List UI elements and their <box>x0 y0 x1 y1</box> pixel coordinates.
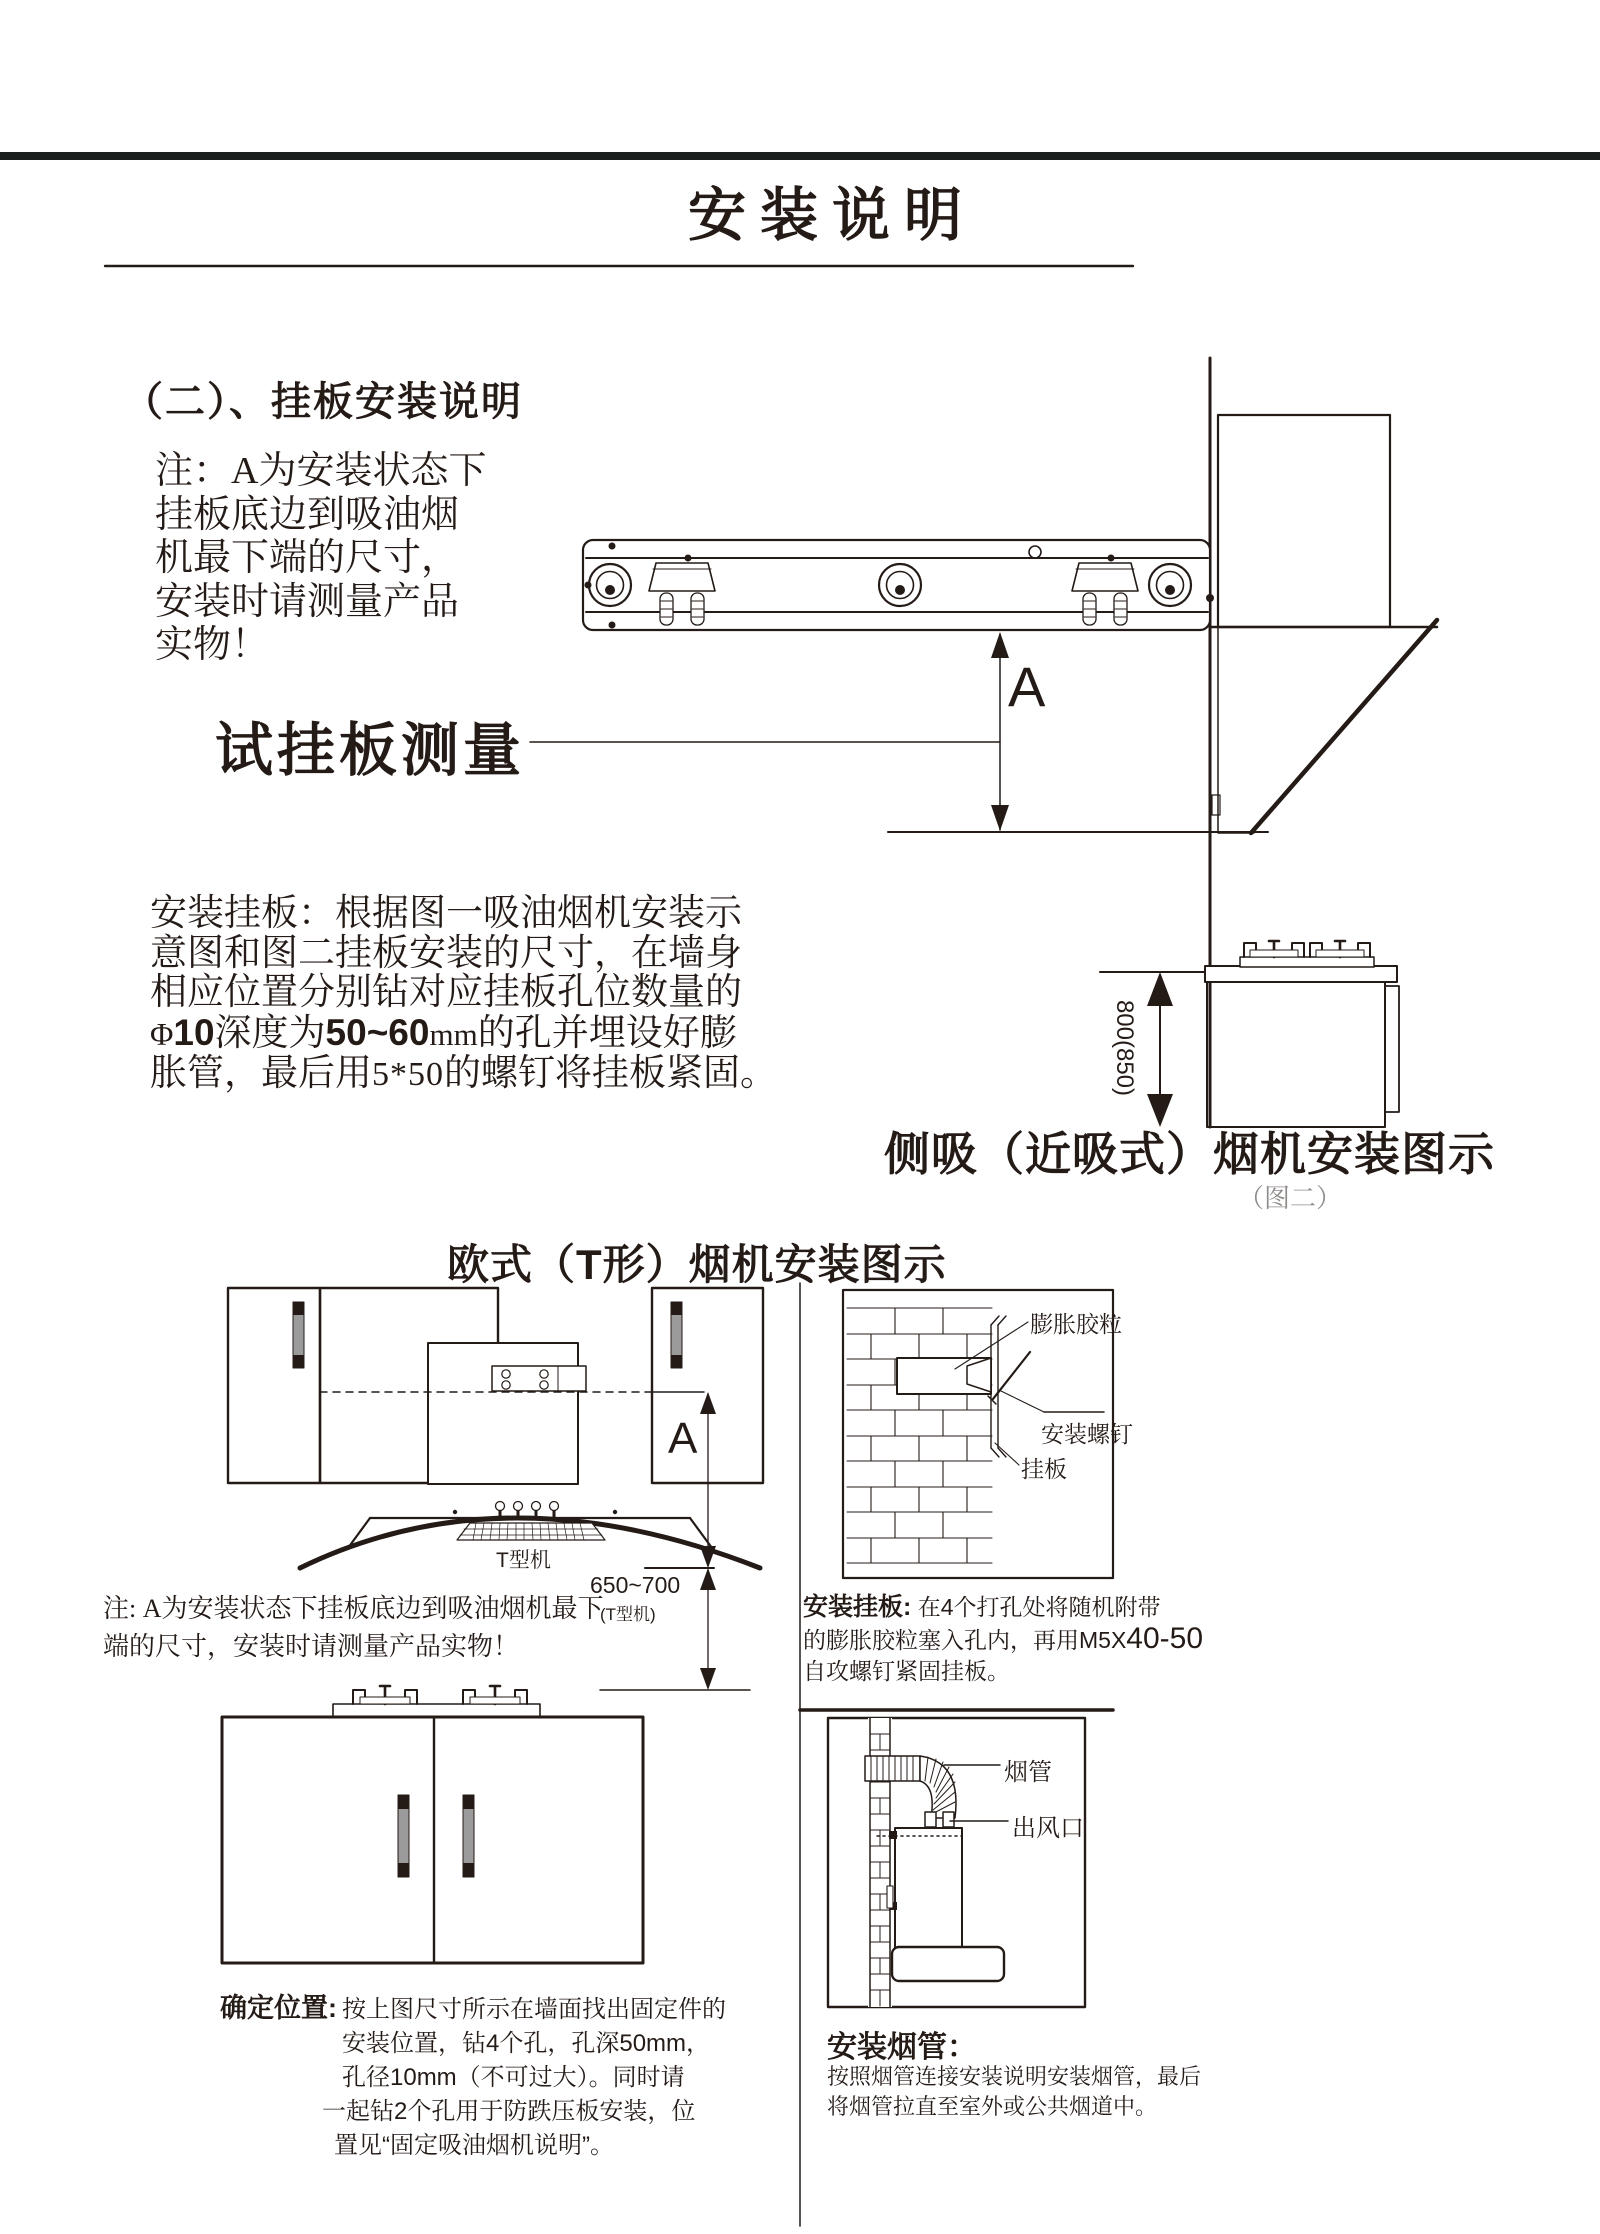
position-line-4: 一起钻2个孔用于防跌压板安装，位 <box>322 2098 696 2125</box>
number-text: 40-50 <box>1126 1622 1204 1655</box>
para-text: 深度为 <box>214 1012 326 1054</box>
note-line: 注：A为安装状态下 <box>155 450 487 492</box>
para-line: 意图和图二挂板安装的尺寸，在墙身 <box>150 932 742 974</box>
euro-note-line: 端的尺寸，安装时请测量产品实物！ <box>103 1632 520 1661</box>
install-plate-paragraph <box>150 894 777 1095</box>
bold-number: 10 <box>173 1011 215 1053</box>
height-dim-label: 800(850) <box>1111 999 1138 1097</box>
t-hood-label: T型机 <box>496 1549 551 1572</box>
position-line-1: 按上图尺寸所示在墙面找出固定件的 <box>342 1996 726 2023</box>
range-dim-label: 650~700 <box>590 1572 681 1598</box>
para-text: 胀管，最后用 <box>150 1053 372 1094</box>
dimension-a-top <box>530 632 1009 831</box>
note-block <box>155 450 486 668</box>
plate-label: 挂板 <box>1021 1456 1067 1482</box>
range-dim-sublabel: (T型机) <box>600 1605 656 1624</box>
note-line: 实物！ <box>155 624 270 666</box>
figure-label: （图二） <box>1238 1183 1343 1213</box>
dim-a-label-euro: A <box>668 1414 698 1463</box>
position-line-3: 孔径10mm（不可过大）。同时请 <box>342 2064 685 2091</box>
install-screw-label: 安装螺钉 <box>1041 1421 1133 1447</box>
euro-note <box>103 1590 604 1666</box>
para-text: 的孔并埋设好膨 <box>477 1012 737 1054</box>
install-pipe-head: 安装烟管： <box>827 2031 977 2064</box>
install-plate-note <box>803 1592 1203 1687</box>
euro-title: 欧式（T形）烟机安装图示 <box>447 1241 947 1288</box>
bold-lead: 安装挂板: <box>803 1593 912 1621</box>
counter-cooktop <box>1100 941 1399 1127</box>
position-head: 确定位置: <box>220 1993 337 2023</box>
phi-symbol: Φ <box>150 1015 174 1052</box>
para-text: mm <box>429 1016 478 1052</box>
para-line: 相应位置分别钻对应挂板孔位数量的 <box>150 972 742 1013</box>
note-text: 在4个打孔处将随机附带 <box>911 1594 1161 1620</box>
para-line <box>150 1054 777 1095</box>
outlet-label: 出风口 <box>1012 1815 1084 1842</box>
trial-measure-label: 试挂板测量 <box>215 718 526 783</box>
number-text: 5*50 <box>372 1056 444 1093</box>
install-plate-note-line <box>803 1623 1203 1656</box>
section-heading: （二）、挂板安装说明 <box>123 380 523 424</box>
para-text: 的螺钉将挂板紧固。 <box>444 1053 777 1094</box>
pipe-label: 烟管 <box>1004 1759 1052 1786</box>
euro-cooktop <box>333 1686 540 1717</box>
euro-note-line: 注: A为安装状态下挂板底边到吸油烟机最下 <box>103 1594 604 1623</box>
note-text: 的膨胀胶粒塞入孔内，再用M5X <box>803 1627 1127 1653</box>
install-pipe-line-1: 按照烟管连接安装说明安装烟管，最后 <box>827 2064 1202 2089</box>
note-line: 机最下端的尺寸， <box>155 537 460 579</box>
para-line <box>150 1013 777 1055</box>
note-line: 安装时请测量产品 <box>155 580 460 623</box>
install-plate-note-line <box>803 1592 1203 1623</box>
page-title: 安装说明 <box>688 183 977 248</box>
side-view-caption: 侧吸（近吸式）烟机安装图示 <box>884 1128 1495 1180</box>
note-line: 挂板底边到吸油烟 <box>155 493 460 536</box>
position-line-2: 安装位置，钻4个孔，孔深50mm， <box>342 2030 711 2057</box>
install-plate-note-line: 自攻螺钉紧固挂板。 <box>803 1658 1010 1684</box>
anchor-plug-label: 膨胀胶粒 <box>1030 1311 1122 1337</box>
position-line-5: 置见“固定吸油烟机说明”。 <box>334 2132 614 2159</box>
bold-number: 50~60 <box>325 1011 430 1053</box>
dim-a-label-top: A <box>1008 655 1046 718</box>
para-line: 安装挂板：根据图一吸油烟机安装示 <box>150 893 742 934</box>
install-pipe-line-2: 将烟管拉直至室外或公共烟道中。 <box>827 2094 1158 2119</box>
